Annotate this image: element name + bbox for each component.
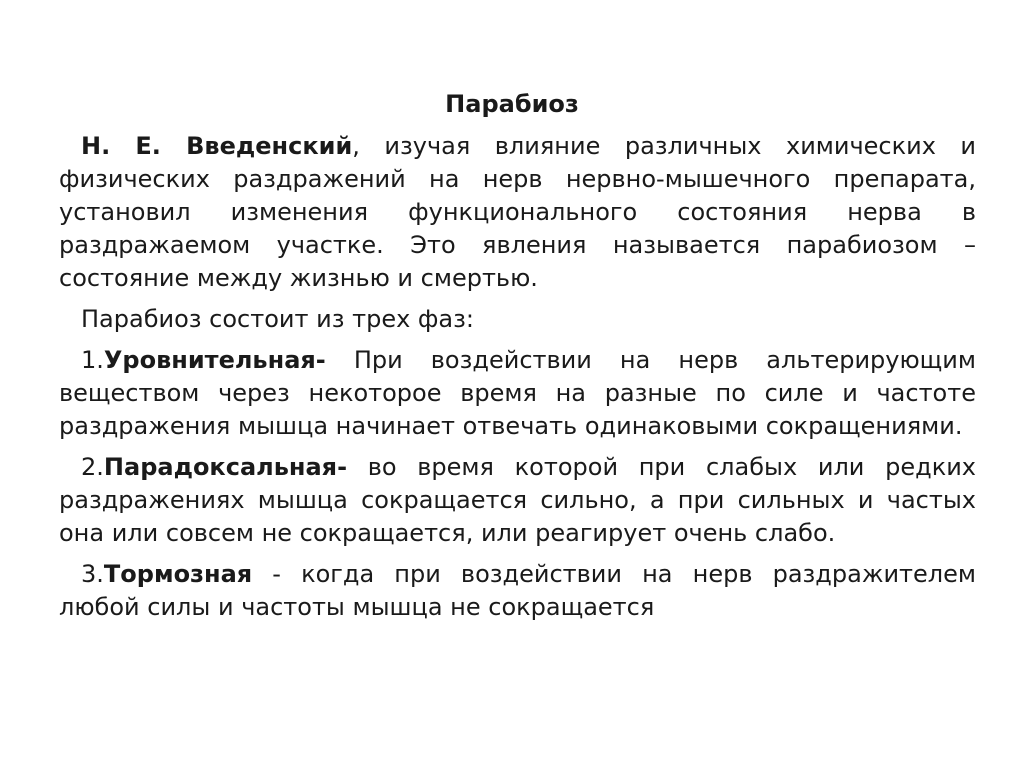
phase-description: во время которой при слабых или редких раздражениях мышца сокращается сильно, а при сильных и частых она или совсем не сокращается, или реагирует очень слабо. bbox=[59, 453, 976, 547]
phase-name: Тормозная bbox=[103, 560, 253, 588]
phase-item-3 bbox=[59, 558, 976, 624]
phase-number: 3. bbox=[81, 560, 104, 588]
phase-number: 2. bbox=[81, 453, 104, 481]
intro-paragraph bbox=[59, 130, 976, 295]
phase-item-2 bbox=[59, 451, 976, 550]
phases-intro: Парабиоз состоит из трех фаз: bbox=[81, 305, 474, 333]
phase-name: Парадоксальная- bbox=[103, 453, 348, 481]
phase-description: При воздействии на нерв альтерирующим веществом через некоторое время на разные по силе и частоте раздражения мышца начинает отвечать одинаковыми сокращениями. bbox=[59, 346, 976, 440]
slide-body bbox=[59, 130, 976, 624]
slide-title: Парабиоз bbox=[445, 90, 579, 118]
phase-name: Уровнительная- bbox=[103, 346, 326, 374]
phase-number: 1. bbox=[81, 346, 104, 374]
phase-item-1 bbox=[59, 344, 976, 443]
author-name: Н. Е. Введенский bbox=[81, 132, 353, 160]
phase-description: - когда при воздействии на нерв раздражителем любой силы и частоты мышца не сокращается bbox=[59, 560, 976, 621]
intro-text: , изучая влияние различных химических и физических раздражений на нерв нервно-мышечного препарата, установил изменения функционального состояния нерва в раздражаемом участке. Это явления называется парабиозом – состояние между жизнью и смертью. bbox=[59, 132, 977, 292]
